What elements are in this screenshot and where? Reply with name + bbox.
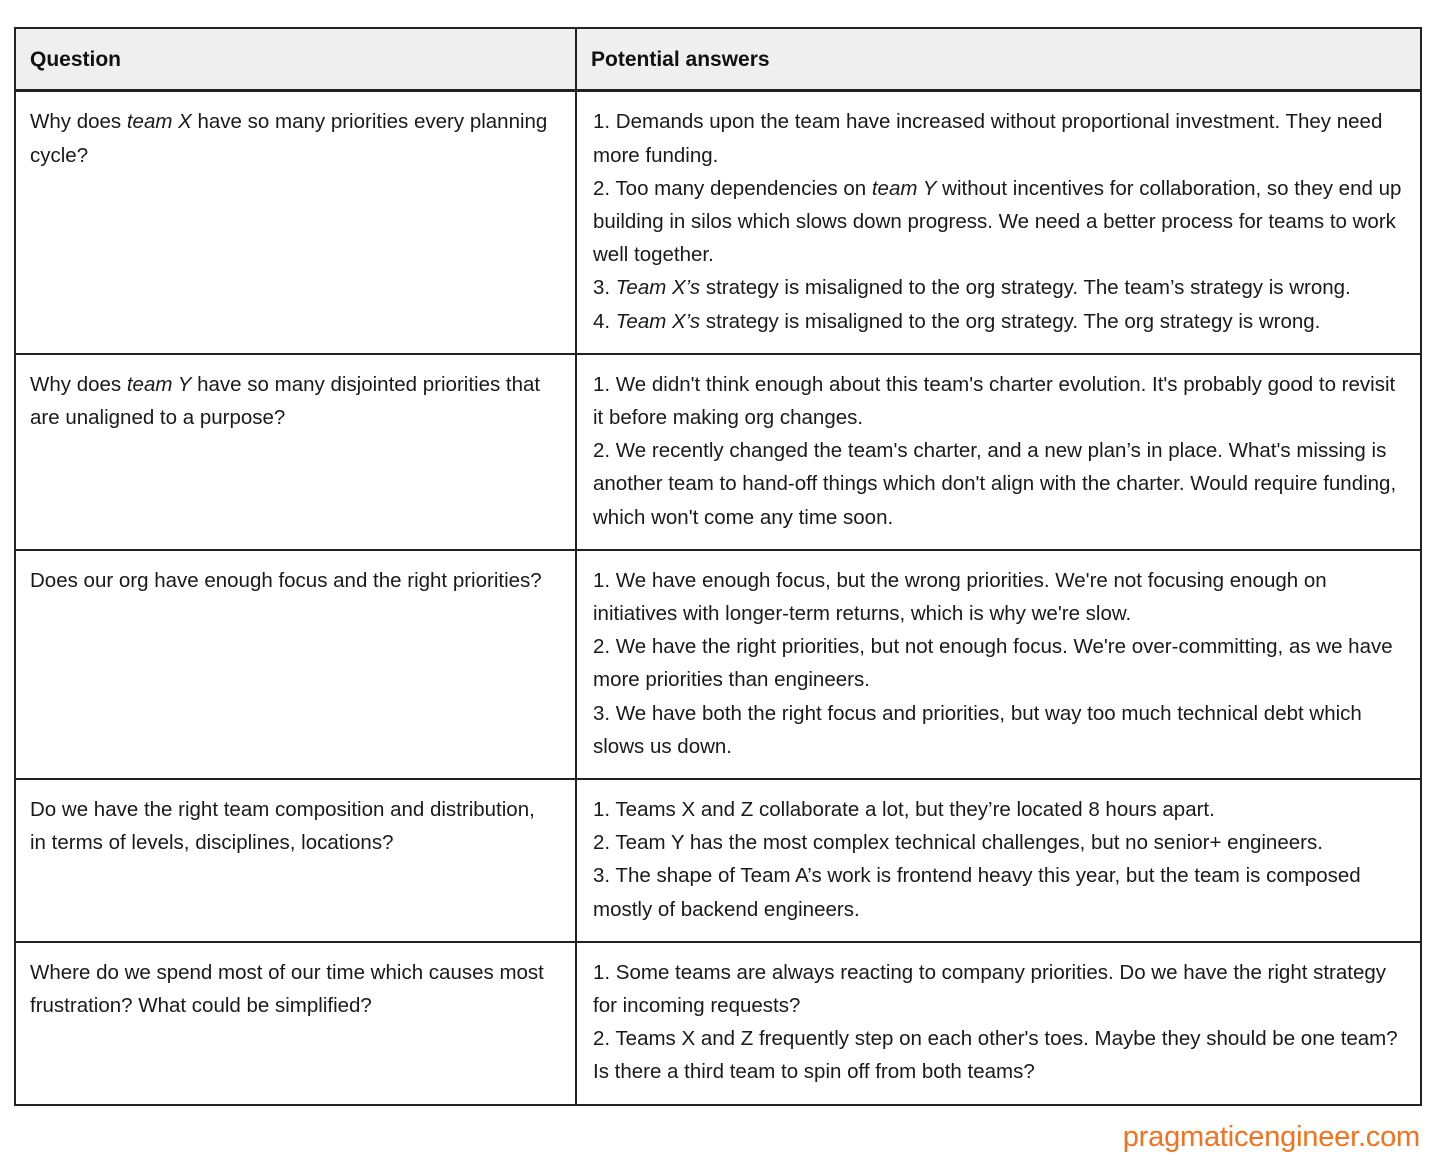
question-cell: Does our org have enough focus and the right priorities? [15,550,576,779]
answers-cell [576,354,1421,550]
table-header-row [15,28,1421,91]
answer-item: 2. Teams X and Z frequently step on each other's toes. Maybe they should be one team? Is there a third team to spin off from both teams? [593,1027,1398,1084]
question-cell: Do we have the right team composition and distribution, in terms of levels, disciplines, locations? [15,779,576,942]
question-cell: Why does team Y have so many disjointed priorities that are unaligned to a purpose? [15,354,576,550]
answer-item: 1. Some teams are always reacting to company priorities. Do we have the right strategy for incoming requests? [593,960,1387,1017]
answer-item: 2. Team Y has the most complex technical challenges, but no senior+ engineers. [593,831,1323,855]
answer-item: 1. We have enough focus, but the wrong priorities. We're not focusing enough on initiatives with longer-term returns, which is why we're slow. [593,568,1327,625]
answer-item: 3. The shape of Team A’s work is frontend heavy this year, but the team is composed mostly of backend engineers. [593,864,1361,921]
table-row [15,354,1421,550]
table-row [15,550,1421,779]
column-header-answers: Potential answers [576,28,1421,91]
question-answer-table [14,27,1422,1106]
answers-cell [576,91,1421,354]
table-row [15,779,1421,942]
answer-item: 1. Demands upon the team have increased without proportional investment. They need more funding. [593,110,1383,167]
answers-cell [576,942,1421,1105]
question-cell: Why does team X have so many priorities every planning cycle? [15,91,576,354]
answer-item: 4. Team X’s strategy is misaligned to the org strategy. The org strategy is wrong. [593,309,1321,333]
table-row [15,942,1421,1105]
answers-cell [576,550,1421,779]
qa-table-container [14,27,1420,1106]
table-header [15,28,1421,91]
answers-cell [576,779,1421,942]
answer-item: 1. Teams X and Z collaborate a lot, but they’re located 8 hours apart. [593,797,1215,821]
table-row [15,91,1421,354]
table-body [15,91,1421,1105]
answer-item: 2. We recently changed the team's charter, and a new plan’s in place. What's missing is another team to hand-off things which don't align with the charter. Would require funding, which won't come any time soon. [593,439,1397,529]
column-header-question: Question [15,28,576,91]
answer-item: 2. Too many dependencies on team Y without incentives for collaboration, so they end up building in silos which slows down progress. We need a better process for teams to work well together. [593,176,1402,267]
answer-item: 3. We have both the right focus and priorities, but way too much technical debt which slows us down. [593,701,1362,758]
site-brand-watermark: pragmaticengineer.com [1122,1121,1420,1153]
answer-item: 2. We have the right priorities, but not enough focus. We're over-committing, as we have more priorities than engineers. [593,635,1393,692]
answer-item: 1. We didn't think enough about this team's charter evolution. It's probably good to revisit it before making org changes. [593,372,1396,429]
question-cell: Where do we spend most of our time which causes most frustration? What could be simplified? [15,942,576,1105]
answer-item: 3. Team X’s strategy is misaligned to the org strategy. The team’s strategy is wrong. [593,276,1351,300]
